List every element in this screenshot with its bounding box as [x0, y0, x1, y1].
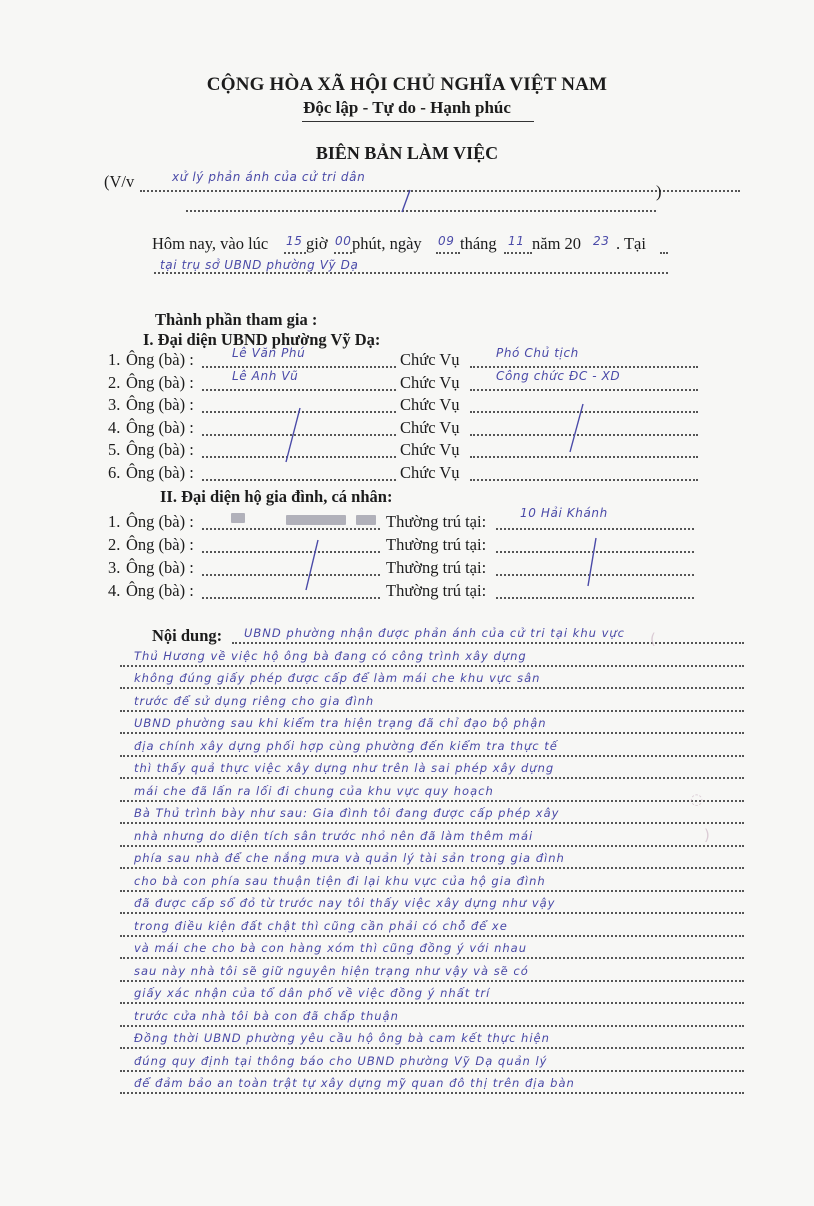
position-handwriting: Phó Chủ tịch — [496, 346, 579, 360]
time-label-3: phút, ngày — [352, 234, 422, 253]
person-label: Ông (bà) : — [126, 440, 194, 459]
document-title: BIÊN BẢN LÀM VIỆC — [315, 143, 499, 163]
person-label: Ông (bà) : — [126, 418, 194, 437]
position-label: Chức Vụ — [400, 395, 460, 414]
row-number: 3. — [108, 395, 121, 414]
content-handwriting-line: để đảm bảo an toàn trật tự xây dựng mỹ quan đô thị trên địa bàn — [134, 1076, 575, 1090]
nation-heading: CỘNG HÒA XÃ HỘI CHỦ NGHĨA VIỆT NAM — [206, 74, 608, 95]
row-number: 6. — [108, 463, 121, 482]
content-handwriting-line: trước cửa nhà tôi bà con đã chấp thuận — [134, 1009, 399, 1023]
section1-heading: I. Đại diện UBND phường Vỹ Dạ: — [143, 330, 381, 349]
residence-label: Thường trú tại: — [386, 535, 487, 554]
stamp-mark: ( — [650, 630, 656, 648]
hour-value: 15 — [286, 234, 303, 248]
row-number: 3. — [108, 558, 121, 577]
person-label: Ông (bà) : — [126, 395, 194, 414]
position-handwriting: Công chức ĐC - XD — [496, 369, 621, 383]
subject-close: ) — [656, 182, 662, 201]
name-handwriting: Lê Văn Phú — [232, 346, 306, 360]
subject-prefix: (V/v — [104, 172, 135, 191]
content-handwriting-line: giấy xác nhận của tổ dân phố về việc đồng ý nhất trí — [134, 986, 491, 1000]
person-label: Ông (bà) : — [126, 350, 194, 369]
participants-heading: Thành phần tham gia : — [155, 310, 318, 329]
subject-handwriting: xử lý phản ánh của cử tri dân — [172, 170, 366, 184]
time-label-2: giờ — [306, 234, 328, 253]
place-label: . Tại — [616, 234, 646, 253]
row-number: 4. — [108, 418, 121, 437]
place-handwriting: tại trụ sở UBND phường Vỹ Dạ — [160, 258, 359, 272]
content-handwriting-line: địa chính xây dựng phối hợp cùng phường đến kiểm tra thực tế — [134, 739, 558, 753]
content-handwriting-line: nhà nhưng do diện tích sân trước nhỏ nên đã làm thêm mái — [134, 829, 534, 843]
content-handwriting-line: đã được cấp sổ đỏ từ trước nay tôi thấy việc xây dựng như vậy — [134, 896, 556, 910]
row-number: 1. — [108, 350, 121, 369]
content-handwriting-line: đúng quy định tại thông báo cho UBND phường Vỹ Dạ quản lý — [134, 1054, 548, 1068]
person-label: Ông (bà) : — [126, 463, 194, 482]
month-value: 11 — [508, 234, 525, 248]
residence-label: Thường trú tại: — [386, 512, 487, 531]
person-label: Ông (bà) : — [126, 373, 194, 392]
content-handwriting-line: UBND phường nhận được phản ánh của cử tri tại khu vực — [244, 626, 625, 640]
row-number: 2. — [108, 535, 121, 554]
content-handwriting-line: Bà Thủ trình bày như sau: Gia đình tôi đang được cấp phép xây — [134, 806, 560, 820]
position-label: Chức Vụ — [400, 350, 460, 369]
row-number: 4. — [108, 581, 121, 600]
content-handwriting-line: sau này nhà tôi sẽ giữ nguyên hiện trạng như vậy và sẽ có — [134, 964, 529, 978]
content-handwriting-line: trước để sử dụng riêng cho gia đình — [134, 694, 375, 708]
name-handwriting: Lê Anh Vũ — [232, 369, 299, 383]
year-value: 23 — [593, 234, 610, 248]
row-number: 5. — [108, 440, 121, 459]
row-number: 2. — [108, 373, 121, 392]
person-label: Ông (bà) : — [126, 512, 194, 531]
time-label-1: Hôm nay, vào lúc — [152, 234, 269, 253]
position-label: Chức Vụ — [400, 463, 460, 482]
content-handwriting-line: trong điều kiện đất chật thì cũng cần phải có chỗ để xe — [134, 919, 508, 933]
time-label-5: năm 20 — [532, 234, 582, 253]
day-value: 09 — [438, 234, 455, 248]
motto: Độc lập - Tự do - Hạnh phúc — [303, 98, 511, 117]
content-handwriting-line: cho bà con phía sau thuận tiện đi lại khu vực của hộ gia đình — [134, 874, 546, 888]
position-label: Chức Vụ — [400, 373, 460, 392]
content-handwriting-line: và mái che cho bà con hàng xóm thì cũng đồng ý với nhau — [134, 941, 527, 955]
residence-label: Thường trú tại: — [386, 558, 487, 577]
content-label: Nội dung: — [152, 626, 223, 645]
content-handwriting-line: phía sau nhà để che nắng mưa và quản lý tài sản trong gia đình — [134, 851, 565, 865]
content-handwriting-line: mái che đã lấn ra lối đi chung của khu vực quy hoạch — [134, 784, 494, 798]
minute-value: 00 — [335, 234, 352, 248]
person-label: Ông (bà) : — [126, 581, 194, 600]
content-handwriting-line: không đúng giấy phép được cấp để làm mái che khu vực sân — [134, 671, 541, 685]
content-handwriting-line: UBND phường sau khi kiểm tra hiện trạng đã chỉ đạo bộ phận — [134, 716, 547, 730]
residence-label: Thường trú tại: — [386, 581, 487, 600]
content-handwriting-line: Thủ Hương về việc hộ ông bà đang có công trình xây dựng — [134, 649, 527, 663]
person-label: Ông (bà) : — [126, 558, 194, 577]
residence-handwriting: 10 Hải Khánh — [520, 506, 608, 520]
content-handwriting-line: thì thấy quả thực việc xây dựng như trên là sai phép xây dựng — [134, 761, 555, 775]
position-label: Chức Vụ — [400, 418, 460, 437]
content-handwriting-line: Đồng thời UBND phường yêu cầu hộ ông bà cam kết thực hiện — [134, 1031, 550, 1045]
person-label: Ông (bà) : — [126, 535, 194, 554]
section2-heading: II. Đại diện hộ gia đình, cá nhân: — [160, 487, 393, 506]
row-number: 1. — [108, 512, 121, 531]
time-label-4: tháng — [460, 234, 497, 253]
stamp-mark: ◌ — [690, 790, 704, 808]
position-label: Chức Vụ — [400, 440, 460, 459]
stamp-mark: ) — [704, 826, 710, 844]
